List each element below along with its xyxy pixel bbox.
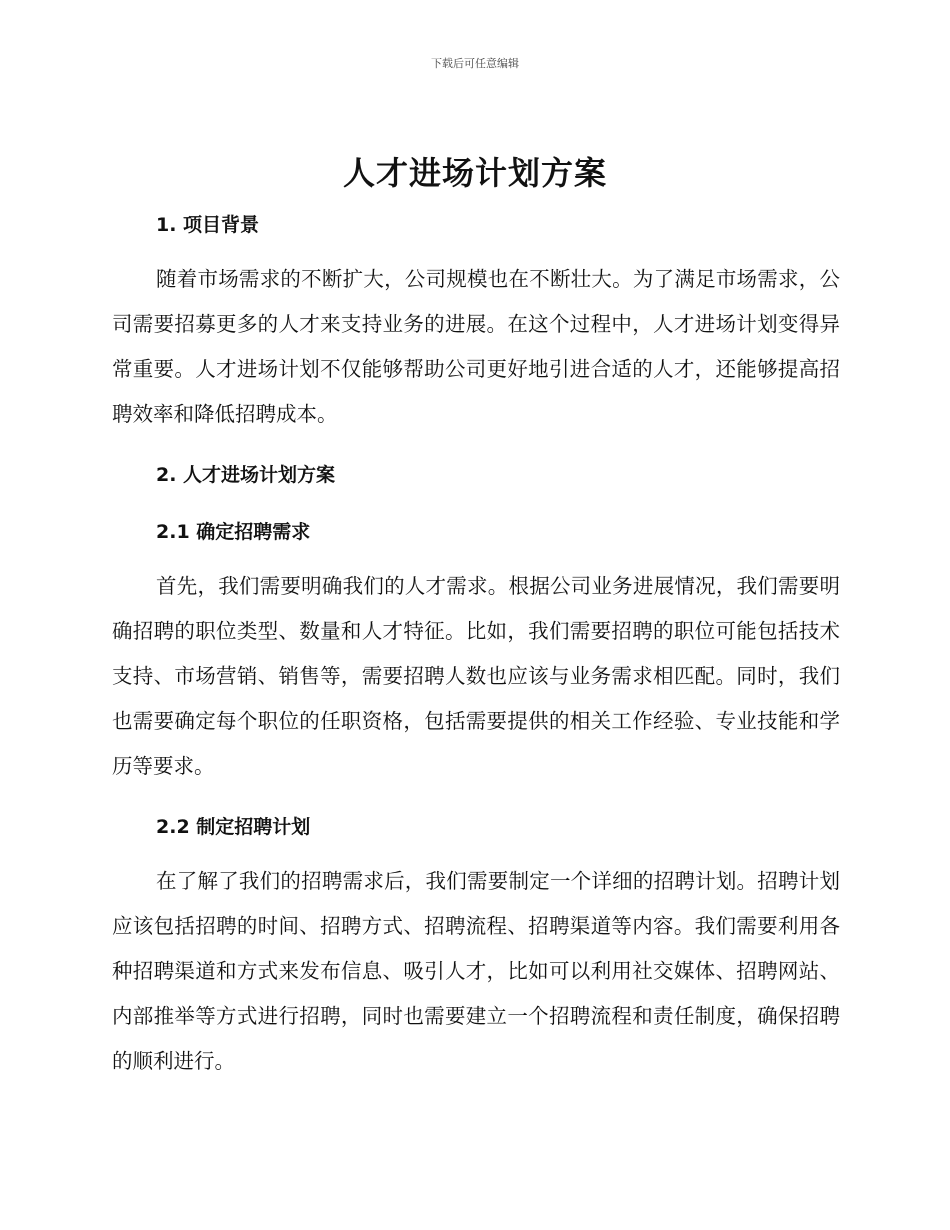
section-heading-background: 1. 项目背景	[156, 214, 260, 236]
page-header-note: 下载后可任意编辑	[431, 57, 519, 70]
paragraph-recruiting-plan: 在了解了我们的招聘需求后，我们需要制定一个详细的招聘计划。招聘计划应该包括招聘的时间、招聘方式、招聘流程、招聘渠道等内容。我们需要利用各种招聘渠道和方式来发布信息、吸引人才，比如可以利用社交媒体、招聘网站、内部推举等方式进行招聘，同时也需要建立一个招聘流程和责任制度，确保招聘的顺利进行。	[112, 869, 840, 1073]
section-heading-requirements: 2.1 确定招聘需求	[156, 521, 311, 543]
section-heading-recruiting-plan: 2.2 制定招聘计划	[156, 816, 311, 838]
paragraph-requirements: 首先，我们需要明确我们的人才需求。根据公司业务进展情况，我们需要明确招聘的职位类型、数量和人才特征。比如，我们需要招聘的职位可能包括技术支持、市场营销、销售等，需要招聘人数也应该与业务需求相匹配。同时，我们也需要确定每个职位的任职资格，包括需要提供的相关工作经验、专业技能和学历等要求。	[112, 574, 840, 778]
paragraph-background: 随着市场需求的不断扩大，公司规模也在不断壮大。为了满足市场需求，公司需要招募更多的人才来支持业务的进展。在这个过程中，人才进场计划变得异常重要。人才进场计划不仅能够帮助公司更好地引进合适的人才，还能够提高招聘效率和降低招聘成本。	[112, 267, 840, 426]
section-heading-plan: 2. 人才进场计划方案	[156, 464, 336, 486]
document-title: 人才进场计划方案	[342, 154, 607, 192]
